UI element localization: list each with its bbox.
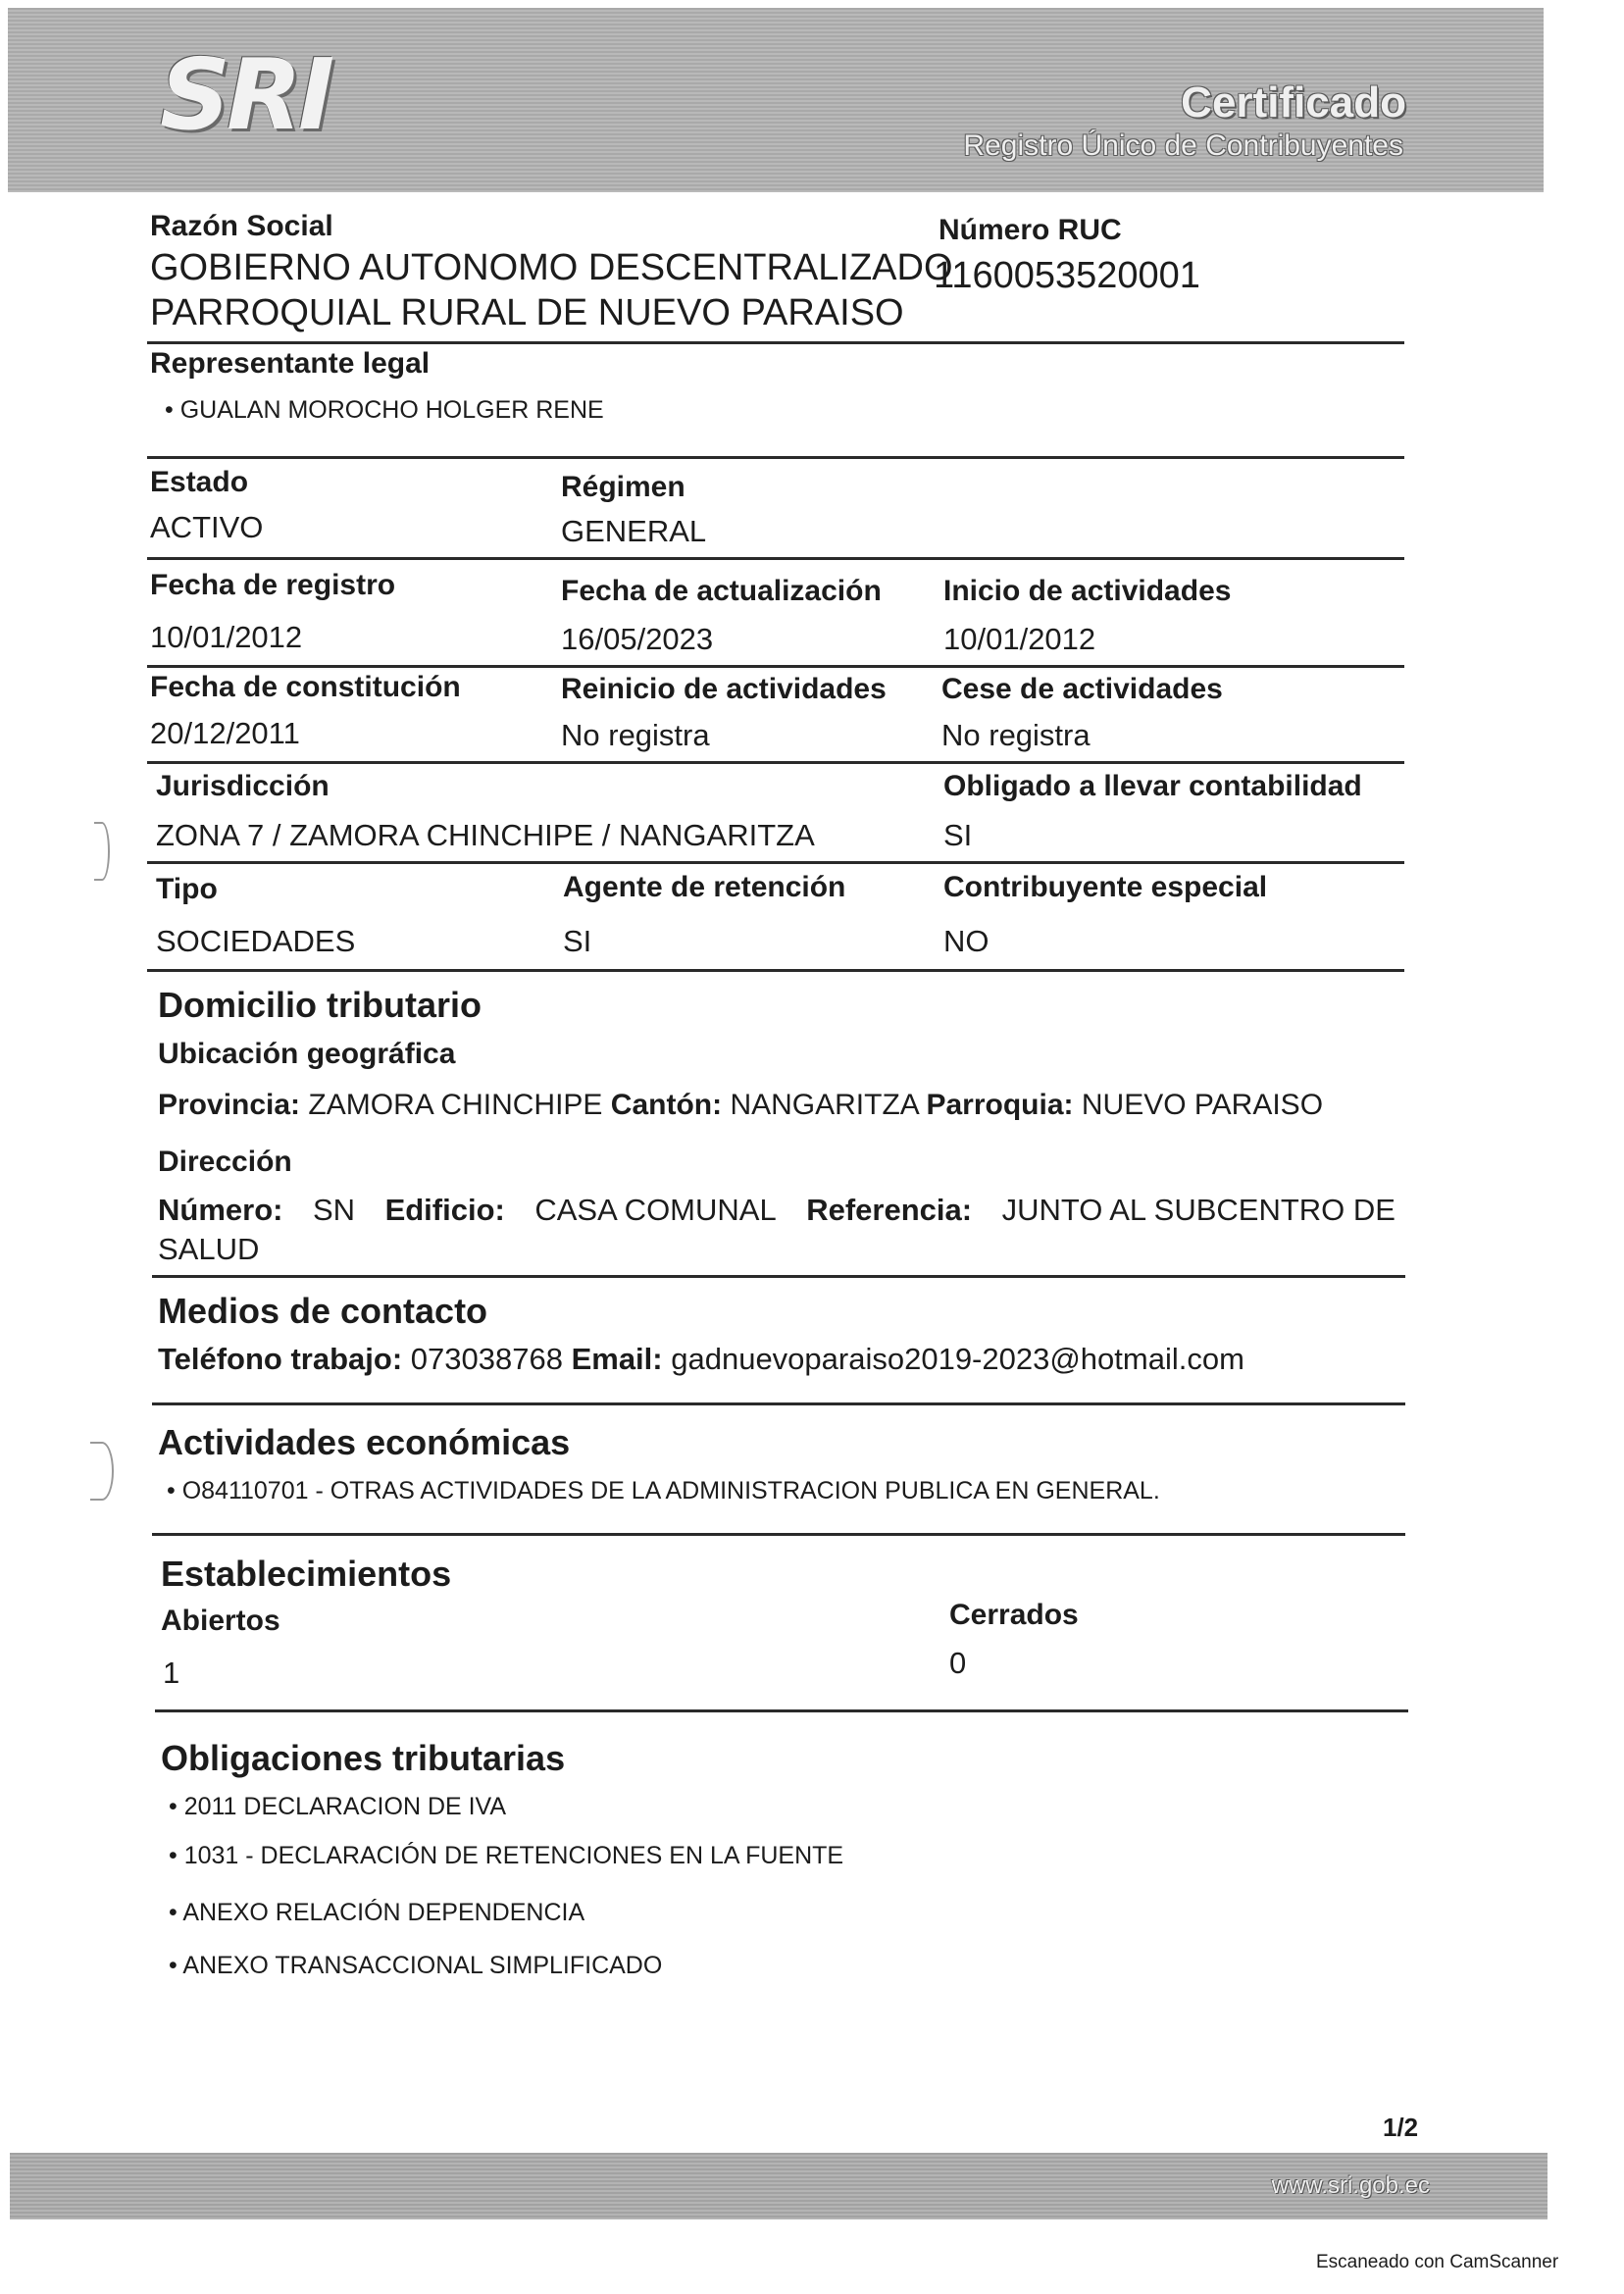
- ruc-label: Número RUC: [939, 214, 1122, 246]
- fecha-actualizacion-value: 16/05/2023: [561, 622, 714, 656]
- ruc-value: 1160053520001: [934, 255, 1200, 296]
- sri-logo: SRI: [160, 37, 331, 152]
- divider: [147, 665, 1404, 668]
- obligacion-item: • 2011 DECLARACION DE IVA: [169, 1793, 507, 1820]
- abiertos-label: Abiertos: [161, 1605, 280, 1637]
- ubicacion-label: Ubicación geográfica: [158, 1038, 456, 1070]
- obligaciones-title: Obligaciones tributarias: [161, 1738, 566, 1778]
- fecha-constitucion-label: Fecha de constitución: [150, 671, 461, 703]
- fecha-registro-value: 10/01/2012: [150, 620, 303, 654]
- obligacion-item: • 1031 - DECLARACIÓN DE RETENCIONES EN LA FUENTE: [169, 1842, 844, 1869]
- edificio-value: CASA COMUNAL: [534, 1193, 777, 1227]
- regimen-label: Régimen: [561, 471, 685, 503]
- obligacion-item: • ANEXO TRANSACCIONAL SIMPLIFICADO: [169, 1952, 663, 1979]
- reinicio-actividades-value: No registra: [561, 718, 710, 752]
- divider: [147, 761, 1404, 764]
- agente-retencion-label: Agente de retención: [563, 871, 846, 903]
- divider: [152, 1533, 1405, 1536]
- numero-value: SN: [312, 1193, 356, 1227]
- regimen-value: GENERAL: [561, 514, 707, 548]
- direccion-line: [158, 1193, 1396, 1228]
- punch-hole-mark: [90, 1442, 114, 1501]
- footer-url: www.sri.gob.ec: [1271, 2172, 1430, 2199]
- estado-value: ACTIVO: [150, 510, 264, 544]
- jurisdiccion-label: Jurisdicción: [156, 770, 330, 802]
- contacto-title: Medios de contacto: [158, 1291, 488, 1331]
- divider: [147, 969, 1404, 972]
- cerrados-label: Cerrados: [949, 1599, 1079, 1631]
- parroquia-value: NUEVO PARAISO: [1081, 1089, 1324, 1121]
- contribuyente-especial-label: Contribuyente especial: [943, 871, 1268, 903]
- referencia-cont: SALUD: [158, 1232, 260, 1266]
- jurisdiccion-value: ZONA 7 / ZAMORA CHINCHIPE / NANGARITZA: [156, 818, 815, 852]
- agente-retencion-value: SI: [563, 924, 592, 958]
- divider: [147, 861, 1404, 864]
- domicilio-title: Domicilio tributario: [158, 985, 482, 1025]
- divider: [147, 341, 1404, 344]
- edificio-label: Edificio:: [384, 1193, 505, 1227]
- reinicio-actividades-label: Reinicio de actividades: [561, 673, 887, 705]
- punch-hole-mark: [94, 822, 110, 881]
- referencia-value: JUNTO AL SUBCENTRO DE: [1001, 1193, 1396, 1227]
- contacto-line: [158, 1342, 1244, 1377]
- abiertos-value: 1: [163, 1656, 180, 1690]
- razon-social-line2: PARROQUIAL RURAL DE NUEVO PARAISO: [150, 292, 904, 333]
- email-label: Email:: [571, 1342, 663, 1376]
- page-number: 1/2: [1383, 2113, 1419, 2142]
- inicio-actividades-value: 10/01/2012: [943, 622, 1096, 656]
- canton-value: NANGARITZA: [730, 1089, 919, 1121]
- cerrados-value: 0: [949, 1646, 967, 1680]
- provincia-label: Provincia:: [158, 1089, 301, 1121]
- parroquia-label: Parroquia:: [926, 1089, 1074, 1121]
- fecha-constitucion-value: 20/12/2011: [150, 716, 300, 750]
- divider: [155, 1709, 1408, 1712]
- cese-actividades-value: No registra: [941, 718, 1091, 752]
- canton-label: Cantón:: [610, 1089, 723, 1121]
- divider: [152, 1275, 1405, 1278]
- actividades-title: Actividades económicas: [158, 1422, 571, 1462]
- inicio-actividades-label: Inicio de actividades: [943, 575, 1232, 607]
- representante-name: • GUALAN MOROCHO HOLGER RENE: [165, 396, 604, 424]
- cese-actividades-label: Cese de actividades: [941, 673, 1223, 705]
- direccion-label: Dirección: [158, 1146, 292, 1178]
- contribuyente-especial-value: NO: [943, 924, 990, 958]
- establecimientos-title: Establecimientos: [161, 1554, 452, 1594]
- certificate-subtitle: Registro Único de Contribuyentes: [963, 129, 1403, 162]
- fecha-actualizacion-label: Fecha de actualización: [561, 575, 882, 607]
- telefono-value: 073038768: [410, 1342, 563, 1376]
- scanner-note: Escaneado con CamScanner: [1316, 2252, 1559, 2272]
- referencia-label: Referencia:: [806, 1193, 973, 1227]
- divider: [152, 1402, 1405, 1405]
- email-value: gadnuevoparaiso2019-2023@hotmail.com: [671, 1342, 1244, 1376]
- tipo-label: Tipo: [156, 873, 218, 905]
- provincia-value: ZAMORA CHINCHIPE: [308, 1089, 603, 1121]
- estado-label: Estado: [150, 466, 249, 498]
- telefono-label: Teléfono trabajo:: [158, 1342, 403, 1376]
- footer-banner: [10, 2153, 1548, 2219]
- certificate-title: Certificado: [1181, 78, 1406, 127]
- razon-social-line1: GOBIERNO AUTONOMO DESCENTRALIZADO: [150, 247, 953, 288]
- representante-label: Representante legal: [150, 347, 431, 380]
- contabilidad-value: SI: [943, 818, 973, 852]
- header-banner: [8, 8, 1544, 192]
- ubicacion-line: [158, 1089, 1323, 1122]
- tipo-value: SOCIEDADES: [156, 924, 356, 958]
- razon-social-label: Razón Social: [150, 210, 333, 242]
- numero-label: Número:: [158, 1193, 283, 1227]
- obligacion-item: • ANEXO RELACIÓN DEPENDENCIA: [169, 1899, 585, 1926]
- divider: [147, 557, 1404, 560]
- fecha-registro-label: Fecha de registro: [150, 569, 396, 601]
- divider: [147, 456, 1404, 459]
- actividad-item: • O84110701 - OTRAS ACTIVIDADES DE LA ADMINISTRACION PUBLICA EN GENERAL.: [167, 1477, 1160, 1504]
- contabilidad-label: Obligado a llevar contabilidad: [943, 770, 1362, 802]
